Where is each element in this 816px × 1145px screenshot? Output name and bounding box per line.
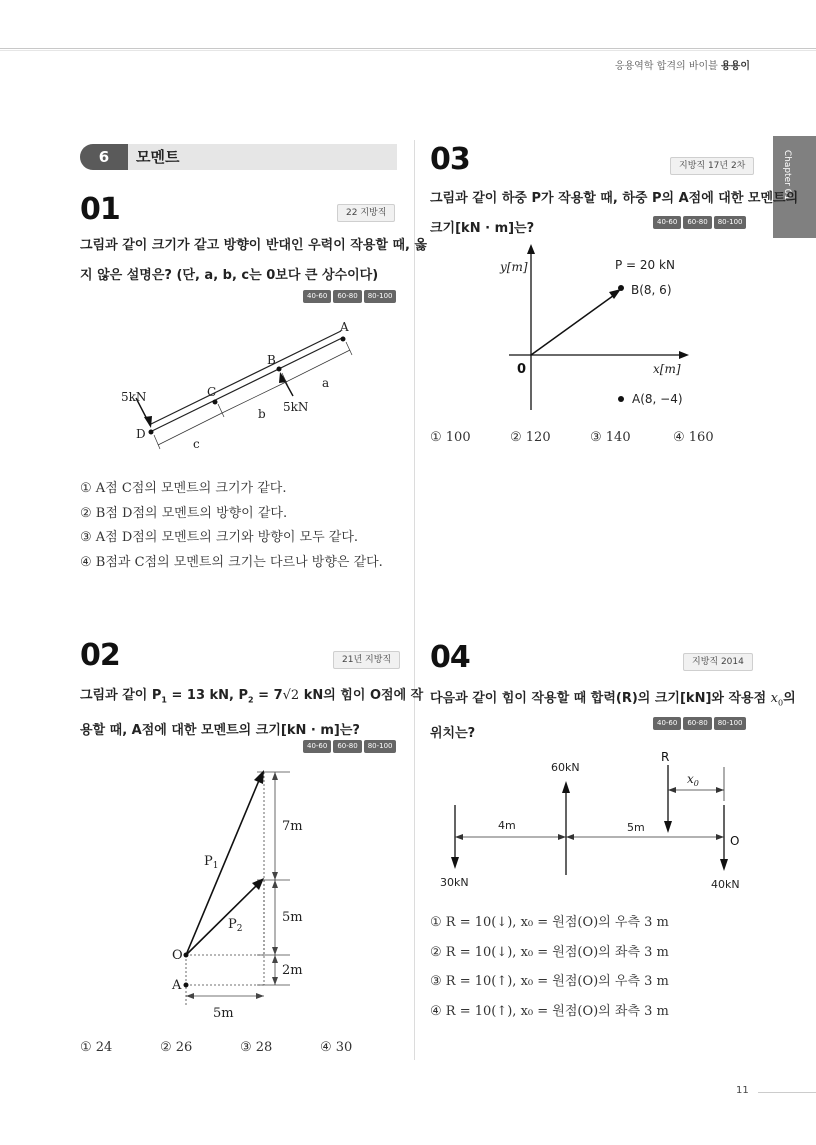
math-var: x xyxy=(770,691,779,706)
x0-label: $x_0$ xyxy=(687,772,699,788)
choice-3[interactable]: ③ 28 xyxy=(240,1040,273,1055)
choice-1[interactable]: ① 100 xyxy=(430,430,471,445)
label-o: O xyxy=(172,948,183,963)
question-text-line: 크기[kN · m]는? xyxy=(430,221,535,236)
origin-label: O xyxy=(730,834,740,848)
point-a xyxy=(341,337,346,342)
dim-a-label: a xyxy=(322,376,330,390)
footer-rule xyxy=(758,1092,816,1093)
choice-row xyxy=(430,430,750,450)
label-b: B xyxy=(267,353,276,367)
header-rule-light xyxy=(0,50,816,51)
point-d xyxy=(149,430,154,435)
level-badge: 80-100 xyxy=(364,740,397,753)
point-o xyxy=(184,953,189,958)
difficulty-levels xyxy=(303,290,396,303)
dim-b-label: b xyxy=(258,407,266,421)
y-axis-label: y[m] xyxy=(500,260,528,274)
level-badge: 80-100 xyxy=(364,290,397,303)
choice-2[interactable]: ② 26 xyxy=(160,1040,193,1055)
dim-7m: 7m xyxy=(282,819,303,834)
load-label: P = 20 kN xyxy=(615,258,675,272)
beam-couple-figure xyxy=(110,318,370,458)
origin-label: 0 xyxy=(517,362,527,377)
level-badge: 60-80 xyxy=(333,290,361,303)
subscript: 1 xyxy=(161,695,167,705)
difficulty-levels xyxy=(653,216,746,229)
question-text-line xyxy=(80,681,423,716)
question-text xyxy=(80,681,423,746)
parallel-forces-figure xyxy=(435,745,745,895)
label-a: A xyxy=(340,320,349,334)
subscript: 0 xyxy=(778,698,784,708)
label-a: A xyxy=(172,978,182,993)
question-text-line: 지 않은 설명은? (단, a, b, c는 0보다 큰 상수이다) xyxy=(80,268,379,283)
question-text xyxy=(80,231,427,291)
p1-label: $P_1$ xyxy=(204,854,219,871)
question-text-line: 그림과 같이 크기가 같고 방향이 반대인 우력이 작용할 때, 옳 xyxy=(80,238,428,253)
text-fragment: = 13 kN, P xyxy=(166,688,249,703)
dim-5m-horizontal: 5m xyxy=(213,1006,234,1021)
force-30-label: 30kN xyxy=(440,876,469,889)
point-a xyxy=(618,396,624,402)
text-fragment: 그림과 같이 P xyxy=(80,688,162,703)
level-badge: 80-100 xyxy=(714,216,747,229)
dim-5m: 5m xyxy=(282,910,303,925)
exam-tag: 22 지방직 xyxy=(337,204,395,222)
question-text-line: 위치는? xyxy=(430,725,476,741)
header-rule xyxy=(0,48,816,49)
question-text-line: 그림과 같이 하중 P가 작용할 때, 하중 P의 A점에 대한 모멘트의 xyxy=(430,191,799,206)
level-badge: 60-80 xyxy=(333,740,361,753)
question-number: 04 xyxy=(430,640,470,675)
point-b xyxy=(277,367,282,372)
point-b xyxy=(618,285,624,291)
difficulty-levels xyxy=(653,717,746,730)
choice-4[interactable]: ④ 160 xyxy=(673,430,714,445)
choice-3[interactable]: ③ R = 10(↑), x₀ = 원점(O)의 우측 3 m xyxy=(430,974,669,989)
level-badge: 60-80 xyxy=(683,216,711,229)
label-d: D xyxy=(136,427,146,441)
dim-4m: 4m xyxy=(498,819,516,832)
dim-5m: 5m xyxy=(627,821,645,834)
level-badge: 40-60 xyxy=(303,740,331,753)
choice-2[interactable]: ② R = 10(↓), x₀ = 원점(O)의 좌측 3 m xyxy=(430,944,669,960)
load-label: 5kN xyxy=(121,390,147,404)
choice-list xyxy=(430,908,669,1026)
level-badge: 80-100 xyxy=(714,717,747,730)
load-label: 5kN xyxy=(283,400,309,414)
chapter-tab-label: Chapter 01 xyxy=(782,149,792,201)
page-number: 11 xyxy=(736,1085,749,1096)
choice-1[interactable]: ① R = 10(↓), x₀ = 원점(O)의 우측 3 m xyxy=(430,915,669,930)
question-text-line xyxy=(430,684,796,719)
section-title: 모멘트 xyxy=(136,148,180,166)
exam-tag: 지방직 2014 xyxy=(683,653,753,671)
point-a-label: A(8, −4) xyxy=(632,392,683,406)
subscript: 2 xyxy=(248,695,254,705)
force-60-label: 60kN xyxy=(551,761,580,774)
choice-list xyxy=(80,477,383,575)
question-text-line: 용할 때, A점에 대한 모멘트의 크기[kN · m]는? xyxy=(80,722,360,738)
choice-1[interactable]: ① A점 C점의 모멘트의 크기가 같다. xyxy=(80,481,287,496)
text-fragment: kN의 힘이 O점에 작 xyxy=(299,688,424,703)
exam-tag: 21년 지방직 xyxy=(333,651,400,669)
choice-4[interactable]: ④ R = 10(↑), x₀ = 원점(O)의 좌측 3 m xyxy=(430,1003,669,1019)
point-b-label: B(8, 6) xyxy=(631,283,672,297)
exam-tag: 지방직 17년 2차 xyxy=(670,157,754,175)
text-fragment: = 7 xyxy=(253,688,283,703)
running-header xyxy=(615,57,750,72)
level-badge: 40-60 xyxy=(303,290,331,303)
dim-c-label: c xyxy=(193,437,200,451)
resultant-label: R xyxy=(661,750,670,764)
text-fragment: 다음과 같이 힘이 작용할 때 합력(R)의 크기[kN]와 작용점 xyxy=(430,691,771,706)
question-number: 02 xyxy=(80,638,120,673)
point-c xyxy=(213,400,218,405)
choice-1[interactable]: ① 24 xyxy=(80,1040,113,1055)
choice-2[interactable]: ② 120 xyxy=(510,430,551,445)
book-name: 용용이 xyxy=(721,61,750,72)
choice-3[interactable]: ③ A점 D점의 모멘트의 크기와 방향이 모두 같다. xyxy=(80,530,359,545)
question-text xyxy=(430,184,798,244)
x-axis-label: x[m] xyxy=(653,362,681,376)
question-number: 01 xyxy=(80,192,120,227)
level-badge: 40-60 xyxy=(653,216,681,229)
p2-label: $P_2$ xyxy=(228,917,243,934)
coordinate-figure xyxy=(495,240,695,415)
math-sqrt: √2 xyxy=(282,688,300,703)
level-badge: 40-60 xyxy=(653,717,681,730)
section-number: 6 xyxy=(80,144,128,170)
book-prefix: 응용역학 합격의 바이블 xyxy=(614,61,718,72)
choice-row xyxy=(80,1040,400,1060)
difficulty-levels xyxy=(303,740,396,753)
force-vector-figure xyxy=(160,760,330,1030)
point-a xyxy=(184,983,189,988)
choice-2[interactable]: ② B점 D점의 모멘트의 방향이 같다. xyxy=(80,505,288,521)
choice-4[interactable]: ④ B점과 C점의 모멘트의 크기는 다르나 방향은 같다. xyxy=(80,554,383,570)
label-c: C xyxy=(207,385,217,399)
text-fragment: 의 xyxy=(783,691,796,706)
dim-2m: 2m xyxy=(282,963,303,978)
choice-3[interactable]: ③ 140 xyxy=(590,430,631,445)
choice-4[interactable]: ④ 30 xyxy=(320,1040,353,1055)
force-40-label: 40kN xyxy=(711,878,740,891)
level-badge: 60-80 xyxy=(683,717,711,730)
question-number: 03 xyxy=(430,142,470,177)
